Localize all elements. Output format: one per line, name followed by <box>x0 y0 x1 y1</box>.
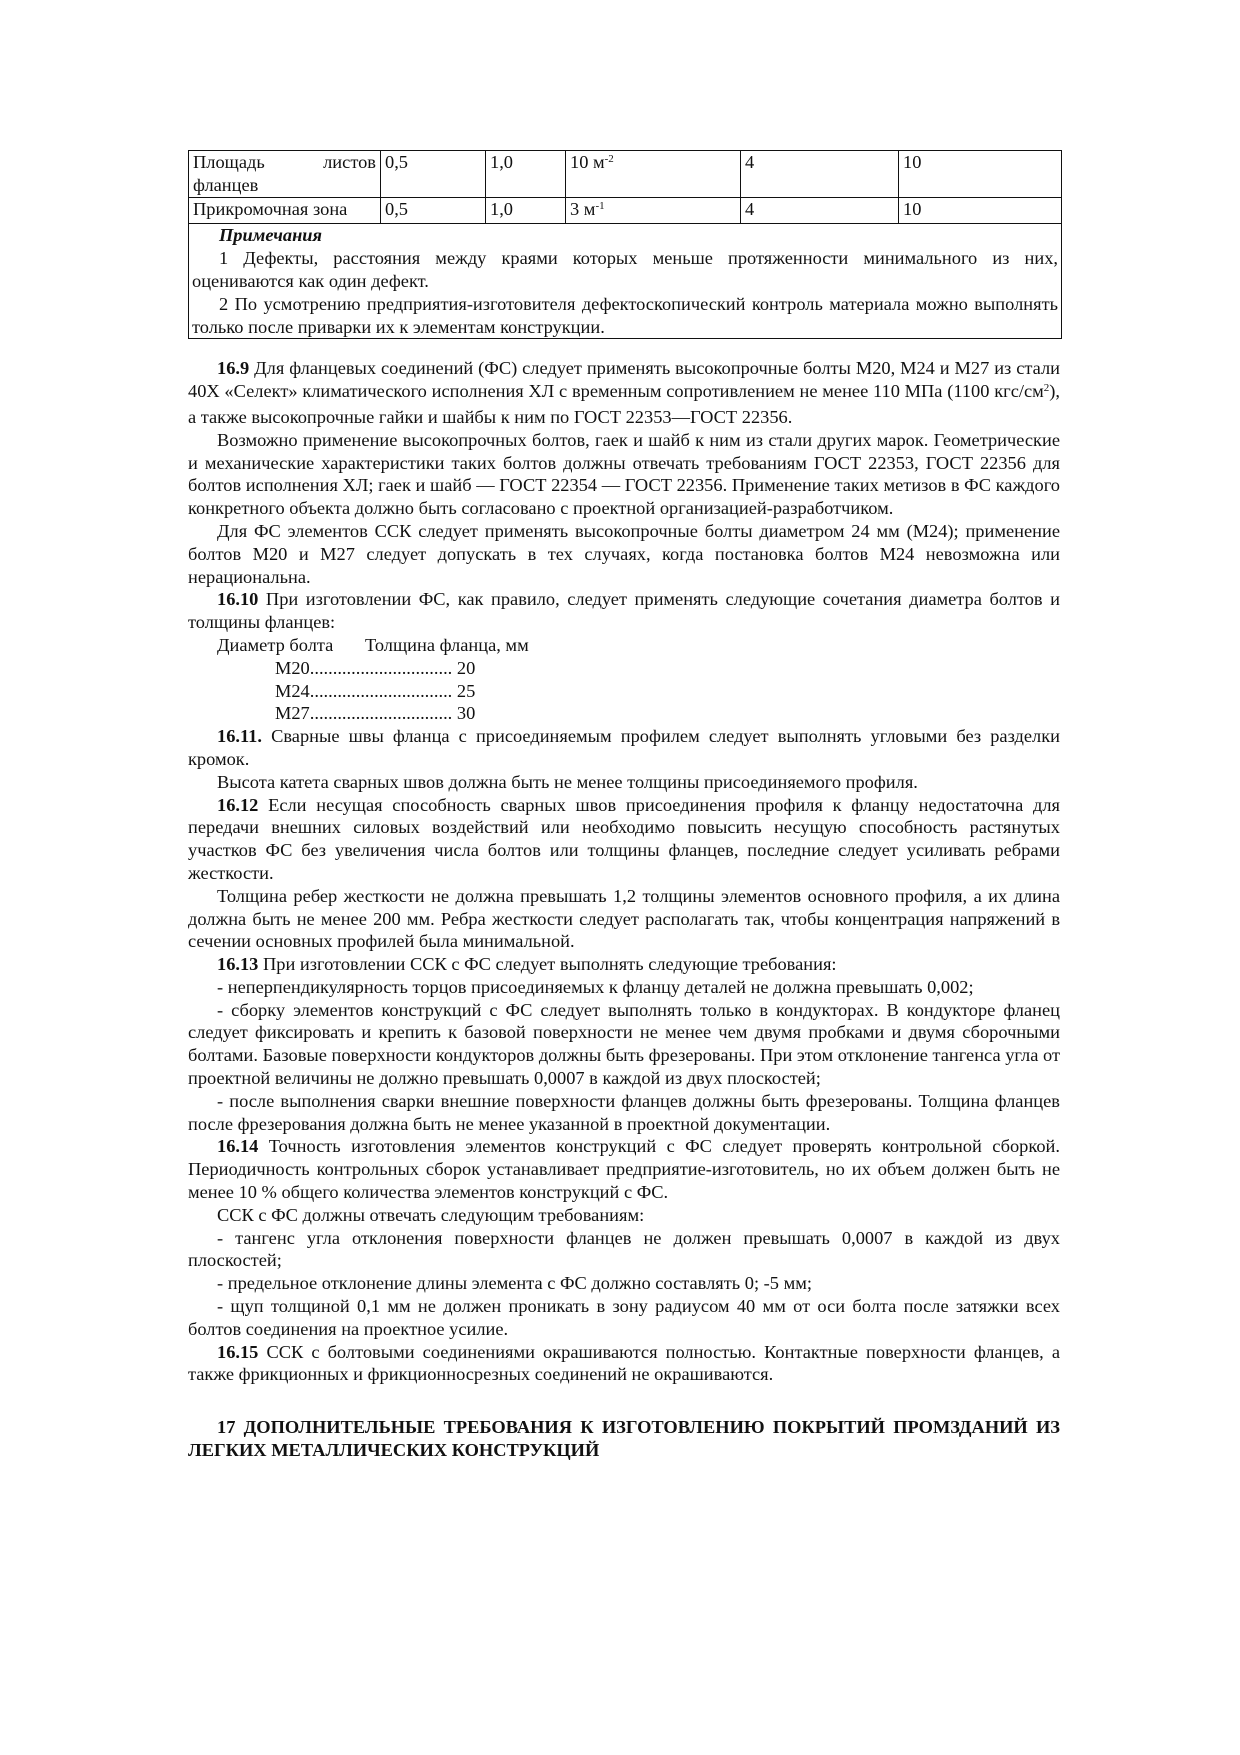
clause-number: 16.15 <box>217 1341 259 1362</box>
diameter-row <box>188 702 1060 725</box>
list-item: - тангенс угла отклонения поверхности фланцев не должен превышать 0,0007 в каждой из двух плоскостей; <box>188 1227 1060 1271</box>
clause-number: 16.11. <box>217 726 262 747</box>
table-cell: 1,0 <box>486 151 566 198</box>
paragraph-text: Для фланцевых соединений (ФС) следует применять высокопрочные болты М20, М24 и М27 из стали 40Х «Селект» климатического исполнения ХЛ с временным сопротивлением не менее 110 МПа (1100 кгс/см <box>188 358 1060 402</box>
table-cell: 4 <box>741 197 899 224</box>
clause-number: 16.13 <box>217 954 259 975</box>
list-item: - сборку элементов конструкций с ФС следует выполнять только в кондукторах. В кондукторе фланец следует фиксировать и крепить к базовой поверхности не менее чем двумя пробками и двумя сборочными болтами. Базовые поверхности кондукторов должны быть фрезерованы. При этом отклонение тангенса угла от проектной величины не должно превышать 0,0007 в каждой из двух плоскостей; <box>188 999 1060 1089</box>
paragraph-text: Если несущая способность сварных швов присоединения профиля к фланцу недостаточна для передачи внешних силовых воздействий или необходимо повысить несущую способность растянутых участков ФС без увеличения числа болтов или толщины фланцев, последние следует усиливать ребрами жесткости. <box>188 794 1060 883</box>
paragraph: Для ФС элементов ССК следует применять высокопрочные болты диаметром 24 мм (М24); применение болтов М20 и М27 следует допускать в тех случаях, когда постановка болтов М24 невозможна или нерациональна. <box>188 520 1060 587</box>
table-cell <box>566 151 741 198</box>
diameter-row-text: М27............................... 30 <box>275 703 476 724</box>
table-cell: 1,0 <box>486 197 566 224</box>
paragraph-text: ССК с болтовыми соединениями окрашиваются полностью. Контактные поверхности фланцев, а также фрикционных и фрикционносрезных соединений не окрашиваются. <box>188 1341 1060 1385</box>
table-row <box>189 197 1062 224</box>
clause-number: 16.10 <box>217 589 259 610</box>
list-item: - после выполнения сварки внешние поверхности фланцев должны быть фрезерованы. Толщина фланцев после фрезерования должна быть не менее указанной в проектной документации. <box>188 1090 1060 1134</box>
list-item: - неперпендикулярность торцов присоединяемых к фланцу деталей не должна превышать 0,002; <box>217 976 974 997</box>
paragraph-text: ), а также высокопрочные гайки и шайбы к ним по ГОСТ 22353—ГОСТ 22356. <box>188 381 1060 427</box>
table-cell-name: Площадь листов фланцев <box>189 151 381 198</box>
document-page <box>188 150 1060 1462</box>
paragraph: Толщина ребер жесткости не должна превышать 1,2 толщины элементов основного профиля, а их длина должна быть не менее 200 мм. Ребра жесткости следует располагать так, чтобы концентрация напряжений в сечении основных профилей была минимальной. <box>188 885 1060 952</box>
table-cell: 4 <box>741 151 899 198</box>
notes-title: Примечания <box>219 225 323 246</box>
table-cell: 10 <box>899 197 1062 224</box>
paragraph-text: При изготовлении ССК с ФС следует выполнять следующие требования: <box>258 954 837 975</box>
table-row <box>189 151 1062 198</box>
diameter-table-header <box>188 634 1060 657</box>
paragraph-text: При изготовлении ФС, как правило, следует применять следующие сочетания диаметра болтов и толщины фланцев: <box>188 589 1060 633</box>
table-cell <box>566 197 741 224</box>
table-cell-value: 10 м <box>570 152 605 172</box>
paragraph-16-14 <box>188 1135 1060 1203</box>
paragraph: ССК с ФС должны отвечать следующим требованиям: <box>217 1204 645 1225</box>
bolt-diameter-header: Диаметр болта <box>217 634 334 655</box>
defects-table <box>188 150 1062 339</box>
table-cell: 10 <box>899 151 1062 198</box>
diameter-row-text: М24............................... 25 <box>275 680 476 701</box>
superscript: 2 <box>1043 382 1050 395</box>
paragraph-16-13 <box>188 953 1060 976</box>
paragraph-16-11 <box>188 725 1060 771</box>
table-cell: 0,5 <box>381 151 486 198</box>
clause-number: 16.12 <box>217 794 259 815</box>
clause-number: 16.14 <box>217 1136 259 1157</box>
list-item: - предельное отклонение длины элемента с ФС должно составлять 0; -5 мм; <box>217 1273 812 1294</box>
note-item: 2 По усмотрению предприятия-изготовителя дефектоскопический контроль материала можно выполнять только после приварки их к элементам конструкции. <box>192 293 1058 337</box>
paragraph-text: Точность изготовления элементов конструкций с ФС следует проверять контрольной сборкой. Периодичность контрольных сборок устанавливает предприятие-изготовитель, но их объем должен быть не менее 10 % общего количества элементов конструкций с ФС. <box>188 1136 1060 1203</box>
paragraph: Возможно применение высокопрочных болтов, гаек и шайб к ним из стали других марок. Геометрические и механические характеристики таких болтов должны отвечать требованиям ГОСТ 22353, ГОСТ 22356 для болтов исполнения ХЛ; гаек и шайб — ГОСТ 22354 — ГОСТ 22356. Применение таких метизов в ФС каждого конкретного объекта должно быть согласовано с проектной организацией-разработчиком. <box>188 429 1060 519</box>
paragraph-text: Сварные швы фланца с присоединяемым профилем следует выполнять угловыми без разделки кромок. <box>188 726 1060 769</box>
paragraph-16-12 <box>188 794 1060 885</box>
table-notes <box>189 224 1062 339</box>
table-cell-exponent: -1 <box>595 199 605 212</box>
paragraph: Высота катета сварных швов должна быть не менее толщины присоединяемого профиля. <box>217 771 918 792</box>
diameter-row <box>188 680 1060 703</box>
table-cell: 0,5 <box>381 197 486 224</box>
table-cell-exponent: -2 <box>604 153 614 165</box>
flange-thickness-header: Толщина фланца, мм <box>365 634 529 655</box>
list-item: - щуп толщиной 0,1 мм не должен проникать в зону радиусом 40 мм от оси болта после затяжки всех болтов соединения на проектное усилие. <box>188 1296 1060 1339</box>
diameter-row <box>188 657 1060 680</box>
table-cell-name: Прикромочная зона <box>189 197 381 224</box>
paragraph-16-10 <box>188 588 1060 634</box>
paragraph-16-9 <box>188 357 1060 428</box>
section-heading: 17 ДОПОЛНИТЕЛЬНЫЕ ТРЕБОВАНИЯ К ИЗГОТОВЛЕНИЮ ПОКРЫТИЙ ПРОМЗДАНИЙ ИЗ ЛЕГКИХ МЕТАЛЛИЧЕСКИХ КОНСТРУКЦИЙ <box>188 1417 1060 1461</box>
table-notes-row <box>189 224 1062 339</box>
paragraph-16-15 <box>188 1341 1060 1387</box>
clause-number: 16.9 <box>217 358 250 379</box>
note-item: 1 Дефекты, расстояния между краями которых меньше протяженности минимального из них, оцениваются как один дефект. <box>192 248 1058 291</box>
table-cell-value: 3 м <box>570 198 596 219</box>
diameter-row-text: М20............................... 20 <box>275 657 476 678</box>
